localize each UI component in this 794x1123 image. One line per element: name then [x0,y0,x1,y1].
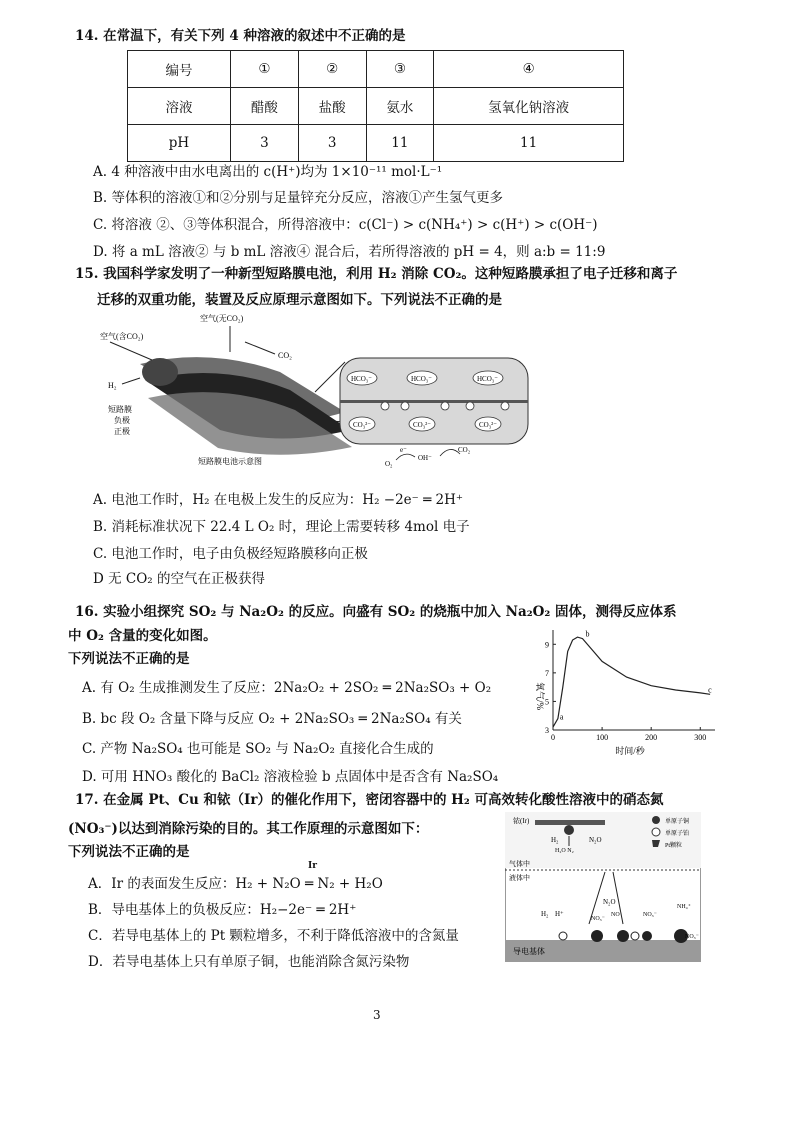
table-cell: 3 [231,125,299,162]
chart-y-tick-label: 9 [545,640,549,650]
label-co2-b: CO₂ [458,446,471,454]
chart-x-tick-label: 100 [596,733,609,742]
label-co3: CO₃²⁻ [413,421,431,429]
label-n2o: N₂O [603,898,616,906]
label-co3: CO₃²⁻ [353,421,371,429]
q16-option-d: D. 可用 HNO₃ 酸化的 BaCl₂ 溶液检验 b 点固体中是否含有 Na₂SO₄ [82,769,499,785]
q15-stem-line1: 15. 我国科学家发明了一种新型短路膜电池，利用 H₂ 消除 CO₂。这种短路膜承担了电子迁移和离子 [75,266,678,282]
q17-option-d: D．若导电基体上只有单原子铜，也能消除含氮污染物 [88,954,410,970]
chart-x-tick-label: 200 [645,733,658,742]
table-cell: 氢氧化钠溶液 [434,88,624,125]
q15-option-d: D 无 CO₂ 的空气在正极获得 [93,571,266,587]
q17-mechanism-diagram [505,812,701,962]
page-number: 3 [373,1008,381,1022]
table-cell: 编号 [128,51,231,88]
label-h2-bottom: H₂ [541,910,549,918]
label-air-in: 空气(含CO₂) [100,332,144,341]
label-hco3: HCO₃⁻ [411,375,432,383]
chart-point-label: c [708,685,712,695]
chart-ylabel: 氧气/% [535,682,545,710]
table-cell: 氨水 [366,88,434,125]
label-gas: 气体中 [509,860,530,868]
chart-y-tick-label: 5 [545,697,549,707]
q16-option-c: C. 产物 Na₂SO₄ 也可能是 SO₂ 与 Na₂O₂ 直接化合生成的 [82,741,434,757]
label-e: e⁻ [400,446,407,454]
q16-stem-line2: 中 O₂ 含量的变化如图。 [68,628,217,644]
table-cell: ③ [366,51,434,88]
label-oh: OH⁻ [418,454,432,462]
q17-option-b: B．导电基体上的负极反应：H₂−2e⁻ ═ 2H⁺ [88,902,357,918]
q15-option-a: A. 电池工作时，H₂ 在电极上发生的反应为：H₂ −2e⁻ ═ 2H⁺ [93,492,463,508]
label-air-out: 空气(无CO₂) [200,314,244,323]
ir-over-arrow: Ir [308,861,317,871]
zoom-panel [340,358,528,444]
label-h2: H₂ [108,381,117,390]
table-cell: 盐酸 [298,88,366,125]
chart-y-tick-label: 7 [545,668,549,678]
label-negative: 负极 [114,416,130,425]
chart-xlabel: 时间/秒 [615,746,645,756]
table-cell: 11 [366,125,434,162]
table-cell: ② [298,51,366,88]
q17-stem-line2: (NO₃⁻)以达到消除污染的目的。其工作原理的示意图如下： [68,821,429,837]
chart-point-label: a [559,712,564,722]
label-membrane: 短路膜 [108,405,132,414]
table-cell: pH [128,125,231,162]
label-nh4: NH₄⁺ [677,904,691,910]
label-liquid: 液体中 [509,874,530,882]
label-no: NO [611,912,620,918]
label-o2: O₂ [385,460,393,468]
q14-stem: 14. 在常温下，有关下列 4 种溶液的叙述中不正确的是 [75,28,406,44]
q14-option-a: A. 4 种溶液中由水电离出的 c(H⁺)均为 1×10⁻¹¹ mol·L⁻¹ [93,164,443,180]
chart-x-tick-label: 300 [694,733,707,742]
q15-option-c: C. 电池工作时，电子由负极经短路膜移向正极 [93,546,368,562]
label-n2o-top: N₂O [589,836,602,844]
label-products: H₂O N₂ [555,848,574,854]
q14-option-d: D. 将 a mL 溶液② 与 b mL 溶液④ 混合后，若所得溶液的 pH = 4，则 a:b = 11:9 [93,244,606,260]
label-co2: CO₂ [278,351,292,360]
label-hplus: H⁺ [555,910,564,918]
label-ir: 铱(Ir) [513,817,530,825]
label-caption: 短路膜电池示意图 [198,457,262,466]
chart-x-tick-label: 0 [551,733,555,742]
battery-layers [140,357,352,455]
label-no3: NO₃⁻ [591,916,605,922]
q14-table [127,50,624,162]
chart-y-tick-label: 3 [545,726,549,735]
q17-stem-line1: 17. 在金属 Pt、Cu 和铱（Ir）的催化作用下，密闭容器中的 H₂ 可高效转化酸性溶液中的硝态氮 [75,792,664,808]
legend-pt-particle: Pt颗粒 [665,843,683,849]
chart-point-label: b [585,629,590,639]
table-cell: ① [231,51,299,88]
q16-option-a: A. 有 O₂ 生成推测发生了反应：2Na₂O₂ + 2SO₂ ═ 2Na₂SO₃ + O₂ [82,680,492,696]
label-co3: CO₃²⁻ [479,421,497,429]
q15-stem-line2: 迁移的双重功能，装置及反应原理示意图如下。下列说法不正确的是 [97,292,502,308]
label-h2: H₂ [551,836,559,844]
label-base: 导电基体 [513,947,545,956]
label-hco3: HCO₃⁻ [477,375,498,383]
table-cell: 3 [298,125,366,162]
q15-option-b: B. 消耗标准状况下 22.4 L O₂ 时，理论上需要转移 4mol 电子 [93,519,470,535]
legend-cu: 单原子铜 [665,819,690,825]
q16-option-b: B. bc 段 O₂ 含量下降与反应 O₂ + 2Na₂SO₃ ═ 2Na₂SO₄ 有关 [82,711,462,727]
q14-option-b: B. 等体积的溶液①和②分别与足量锌充分反应，溶液①产生氢气更多 [93,190,504,206]
q16-stem-line1: 16. 实验小组探究 SO₂ 与 Na₂O₂ 的反应。向盛有 SO₂ 的烧瓶中加入 Na₂O₂ 固体，测得反应体系 [75,604,677,620]
q16-oxygen-chart [525,622,725,757]
q17-stem-line3: 下列说法不正确的是 [68,844,190,860]
table-cell: 醋酸 [231,88,299,125]
label-positive: 正极 [114,427,130,436]
table-cell: 11 [434,125,624,162]
table-cell: 溶液 [128,88,231,125]
label-no3-b: NO₃⁻ [643,912,657,918]
q17-option-c: C．若导电基体上的 Pt 颗粒增多，不利于降低溶液中的含氮量 [88,928,459,944]
q14-option-c: C. 将溶液 ②、③等体积混合，所得溶液中：c(Cl⁻) > c(NH₄⁺) > c(H⁺) > c(OH⁻) [93,217,598,233]
label-no3-c: NO₃⁻ [685,934,699,940]
chart-series-line [553,637,710,727]
q17-option-a: A．Ir 的表面发生反应：H₂ + N₂O ═ N₂ + H₂O [88,876,383,892]
legend-pt: 单原子铂 [665,831,690,837]
q16-stem-line3: 下列说法不正确的是 [68,651,190,667]
table-cell: ④ [434,51,624,88]
label-hco3: HCO₃⁻ [351,375,372,383]
q15-battery-diagram [100,312,560,477]
